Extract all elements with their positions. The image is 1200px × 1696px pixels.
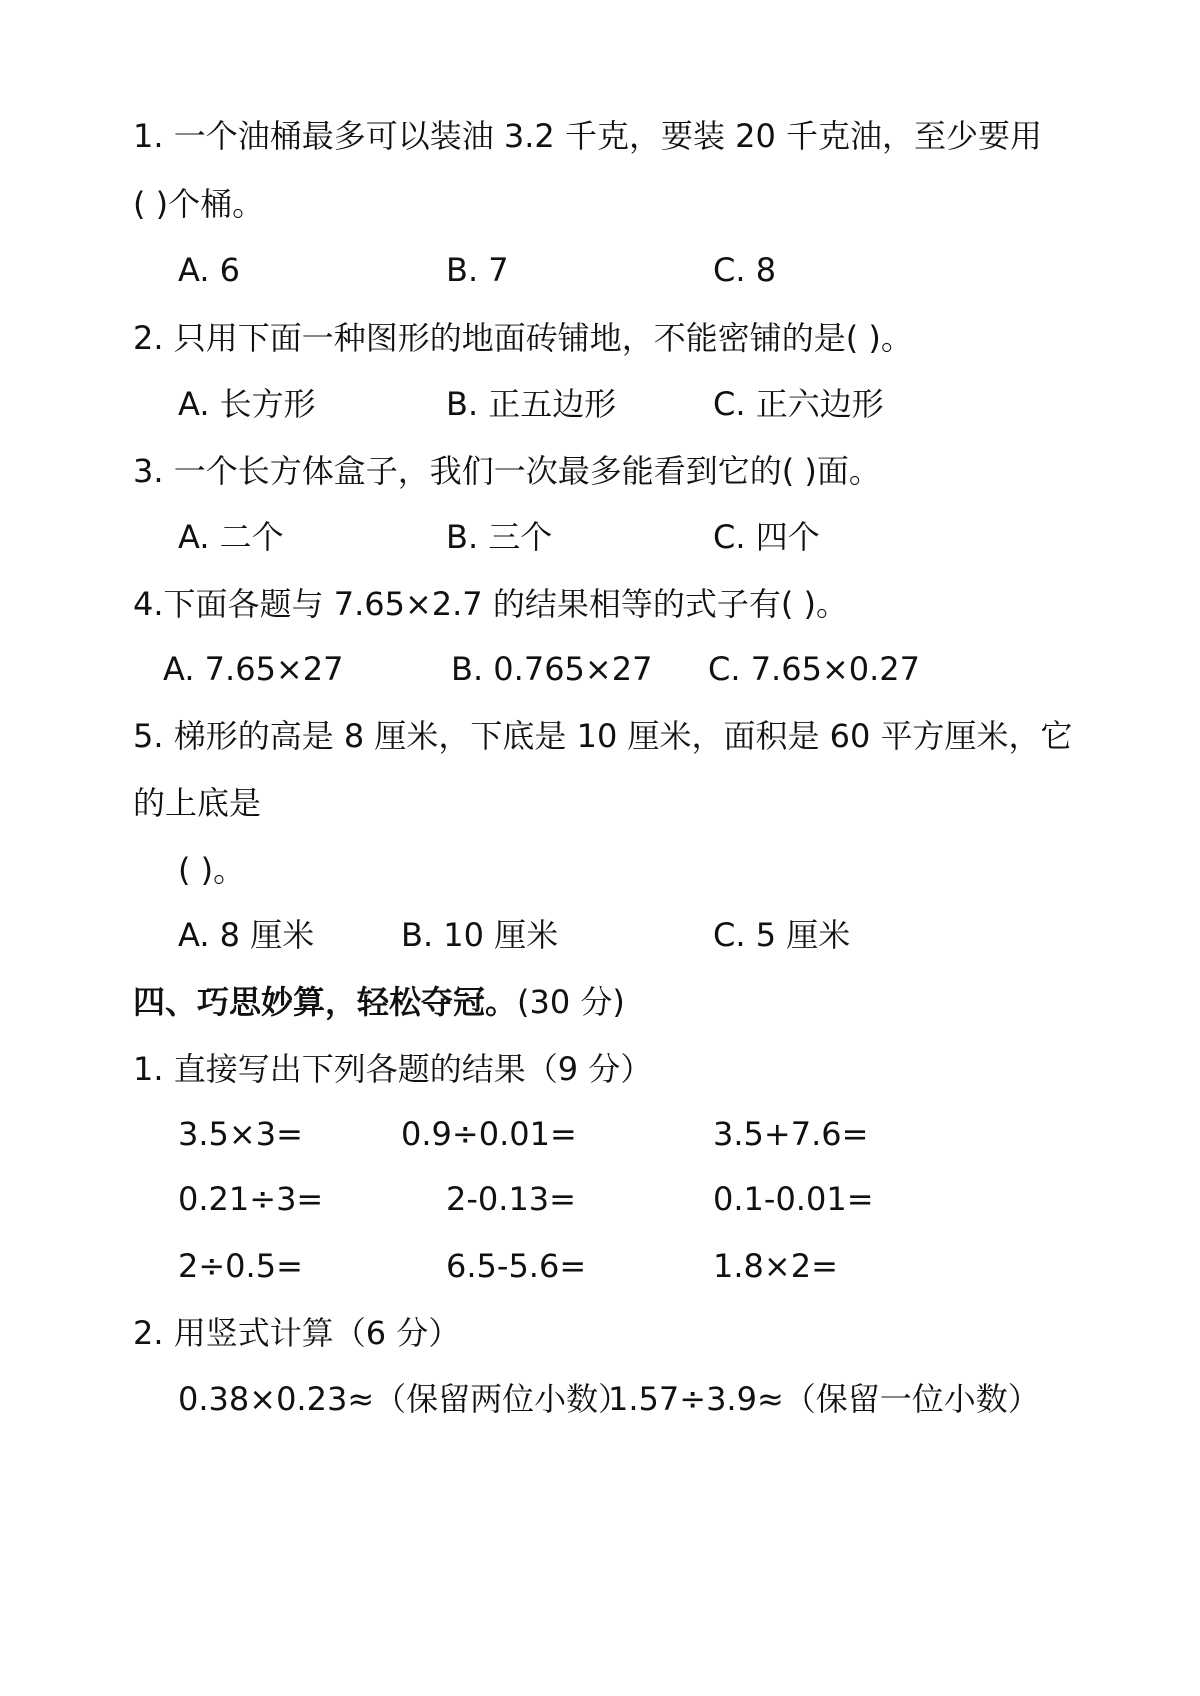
q1-option-a: A. 6 — [178, 251, 241, 289]
p1-row3-col3: 1.8×2= — [713, 1247, 838, 1285]
p1-title: 1. 直接写出下列各题的结果（9 分） — [133, 1050, 653, 1088]
q3-text: 3. 一个长方体盒子，我们一次最多能看到它的( )面。 — [133, 452, 881, 490]
q2-option-a: A. 长方形 — [178, 385, 316, 423]
p1-row1-col3: 3.5+7.6= — [713, 1115, 869, 1153]
q5-line2: 的上底是 — [133, 784, 262, 822]
q4-text: 4.下面各题与 7.65×2.7 的结果相等的式子有( )。 — [133, 585, 848, 623]
p1-row1-col2: 0.9÷0.01= — [401, 1115, 577, 1153]
q4-option-b: B. 0.765×27 — [451, 650, 653, 688]
p1-row2-col2: 2-0.13= — [446, 1180, 576, 1218]
q1-line2: ( )个桶。 — [133, 185, 265, 223]
q3-option-c: C. 四个 — [713, 518, 820, 556]
q2-option-b: B. 正五边形 — [446, 385, 617, 423]
p1-row1-col1: 3.5×3= — [178, 1115, 303, 1153]
q4-option-a: A. 7.65×27 — [163, 650, 344, 688]
p2-item-2: 1.57÷3.9≈（保留一位小数） — [608, 1380, 1040, 1418]
q2-text: 2. 只用下面一种图形的地面砖铺地，不能密铺的是( )。 — [133, 319, 913, 357]
q3-option-b: B. 三个 — [446, 518, 553, 556]
q5-option-b: B. 10 厘米 — [401, 916, 559, 954]
section4-score: (30 分) — [517, 983, 625, 1021]
section4-title: 四、巧思妙算，轻松夺冠。 — [133, 983, 518, 1021]
p2-item-1: 0.38×0.23≈（保留两位小数） — [178, 1380, 631, 1418]
p1-row3-col2: 6.5-5.6= — [446, 1247, 587, 1285]
p1-row2-col3: 0.1-0.01= — [713, 1180, 874, 1218]
p1-row3-col1: 2÷0.5= — [178, 1247, 303, 1285]
q5-option-a: A. 8 厘米 — [178, 916, 315, 954]
p1-row2-col1: 0.21÷3= — [178, 1180, 324, 1218]
p2-title: 2. 用竖式计算（6 分） — [133, 1314, 461, 1352]
section4-heading — [133, 982, 625, 1022]
q5-line3: ( )。 — [178, 851, 246, 889]
q2-option-c: C. 正六边形 — [713, 385, 884, 423]
q1-option-c: C. 8 — [713, 251, 777, 289]
q5-line1: 5. 梯形的高是 8 厘米，下底是 10 厘米，面积是 60 平方厘米，它 — [133, 717, 1073, 755]
q3-option-a: A. 二个 — [178, 518, 284, 556]
q1-option-b: B. 7 — [446, 251, 509, 289]
q5-option-c: C. 5 厘米 — [713, 916, 851, 954]
q4-option-c: C. 7.65×0.27 — [708, 650, 920, 688]
q1-line1: 1. 一个油桶最多可以装油 3.2 千克，要装 20 千克油，至少要用 — [133, 117, 1043, 155]
